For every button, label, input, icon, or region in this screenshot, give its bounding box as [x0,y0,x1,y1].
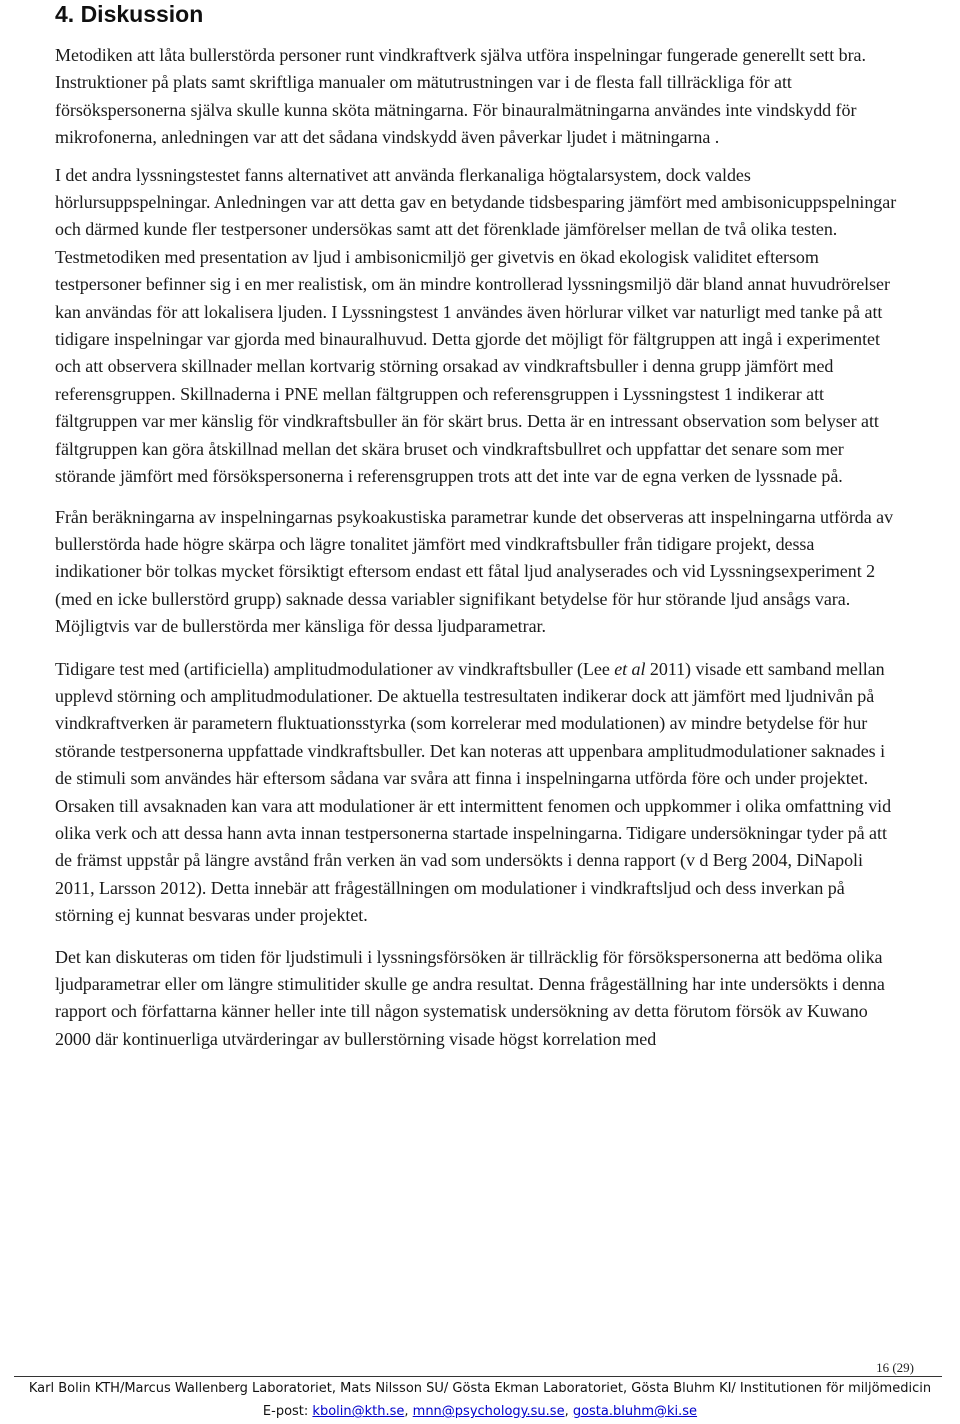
footer-divider [14,1376,942,1377]
email-separator: , [564,1404,573,1419]
email-link-gosta-bluhm[interactable]: gosta.bluhm@ki.se [572,1404,698,1419]
footer-emails [0,1403,960,1421]
paragraph-am-text-start: Tidigare test med (artificiella) amplitudmodulationer av vindkraftsbuller (Lee [55,658,615,679]
email-link-mnn[interactable]: mnn@psychology.su.se [412,1404,565,1419]
email-link-kbolin[interactable]: kbolin@kth.se [312,1404,405,1419]
paragraph-listening-tests: I det andra lyssningstestet fanns alternativet att använda flerkanaliga högtalarsystem, dock valdes hörlursuppspelningar. Anledningen var att detta gav en betydande tidsbesparing jämfört med ambisonicuppspelningar och därmed kunde fler testpersoner undersökas samt att det förenklade jämförelser mellan de två olika testen. Testmetodiken med presentation av ljud i ambisonicmiljö ger givetvis en ökad ekologisk validitet eftersom testpersoner befinner sig i en mer realistisk, om än mindre kontrollerad lyssningsmiljö där bland annat huvudrörelser kan användas för att lokalisera ljuden. I Lyssningstest 1 användes även hörlurar vilket var naturligt med tanke på att tidigare inspelningar var gjorda med binauralhuvud. Detta gjorde det möjligt för fältgruppen att ingå i experimentet och att observera skillnader mellan kortvarig störning orsakad av vindkraftsbuller i denna grupp jämfört med referensgruppen. Skillnaderna i PNE mellan fältgruppen och referensgruppen i Lyssningstest 1 indikerar att fältgruppen var mer känslig för vindkraftsbuller än för skärt brus. Detta är en intressant observation som belyser att fältgruppen kan göra åtskillnad mellan det skära bruset och vindkraftsbullret och uppfattar det senare som mer störande jämfört med försökspersonerna i referensgruppen trots att det inte var de egna verken de lyssnade på. [55,164,897,487]
paragraph-psychoacoustics: Från beräkningarna av inspelningarnas psykoakustiska parametrar kunde det observeras att inspelningarna utförda av bullerstörda hade högre skärpa och lägre tonalitet jämfört med vindkraftsbuller från tidigare projekt, dessa indikationer bör tolkas mycket försiktigt eftersom endast ett fåtal ljud analyserades och vid Lyssningsexperiment 2 (med en icke bullerstörd grupp) saknade dessa variabler signifikant betydelse för hur störande ljud ansågs vara. Möjligtvis var de bullerstörda mer känsliga för dessa ljudparametrar. [55,506,894,637]
paragraph-amplitude-modulation [55,656,903,930]
email-separator: , [404,1404,413,1419]
paragraph-stimuli-duration: Det kan diskuteras om tiden för ljudstimuli i lyssningsförsöken är tillräcklig för försökspersonerna att bedöma olika ljudparametrar eller om längre stimulitider skulle ge andra resultat. Denna frågeställning har inte undersökts i denna rapport och författarna känner heller inte till någon systematisk undersökning av detta förutom försök av Kuwano 2000 där kontinuerliga utvärderingar av bullerstörning visade högst korrelation med [55,946,885,1049]
page-number: 16 (29) [876,1360,914,1375]
citation-et-al: et al [614,658,646,679]
paragraph-method: Metodiken att låta bullerstörda personer runt vindkraftverk själva utföra inspelningar fungerade generellt sett bra. Instruktioner på plats samt skriftliga manualer om mätutrustningen var i de flesta fall tillräckliga för att försökspersonerna själva skulle kunna sköta mätningarna. För binauralmätningarna användes inte vindskydd för mikrofonerna, anledningen var att det sådana vindskydd även påverkar ljudet i mätningarna . [55,45,866,148]
paragraph-am-text-end: 2011) visade ett samband mellan upplevd störning och amplitudmodulationer. De aktuella testresultaten indikerar dock att jämfört med ljudnivån på vindkraftverken är parametern fluktuationsstyrka (som korrelerar med modulationen) av mindre betydelse för hur störande testpersonerna uppfattade vindkraftsbuller. Det kan noteras att uppenbara amplitudmodulationer saknades i de stimuli som användes här eftersom sådana var svåra att finna i inspelningarna utförda före och under projektet. Orsaken till avsaknaden kan vara att modulationer är ett intermittent fenomen och uppkommer i olika omfattning vid olika verk och att dessa hann avta innan testpersonerna startade inspelningarna. Tidigare undersökningar tyder på att de främst uppstår på längre avstånd från verken än vad som undersökts i denna rapport (v d Berg 2004, DiNapoli 2011, Larsson 2012). Detta innebär att frågeställningen om modulationer i vindkraftsljud och dess inverkan på störning ej kunnat besvaras under projektet. [55,658,892,926]
document-body [55,42,903,1063]
section-heading: 4. Diskussion [55,1,204,27]
email-label: E-post: [262,1404,313,1419]
footer-authors: Karl Bolin KTH/Marcus Wallenberg Laboratoriet, Mats Nilsson SU/ Gösta Ekman Laboratoriet, Gösta Bluhm KI/ Institutionen för miljömedicin [28,1381,932,1396]
